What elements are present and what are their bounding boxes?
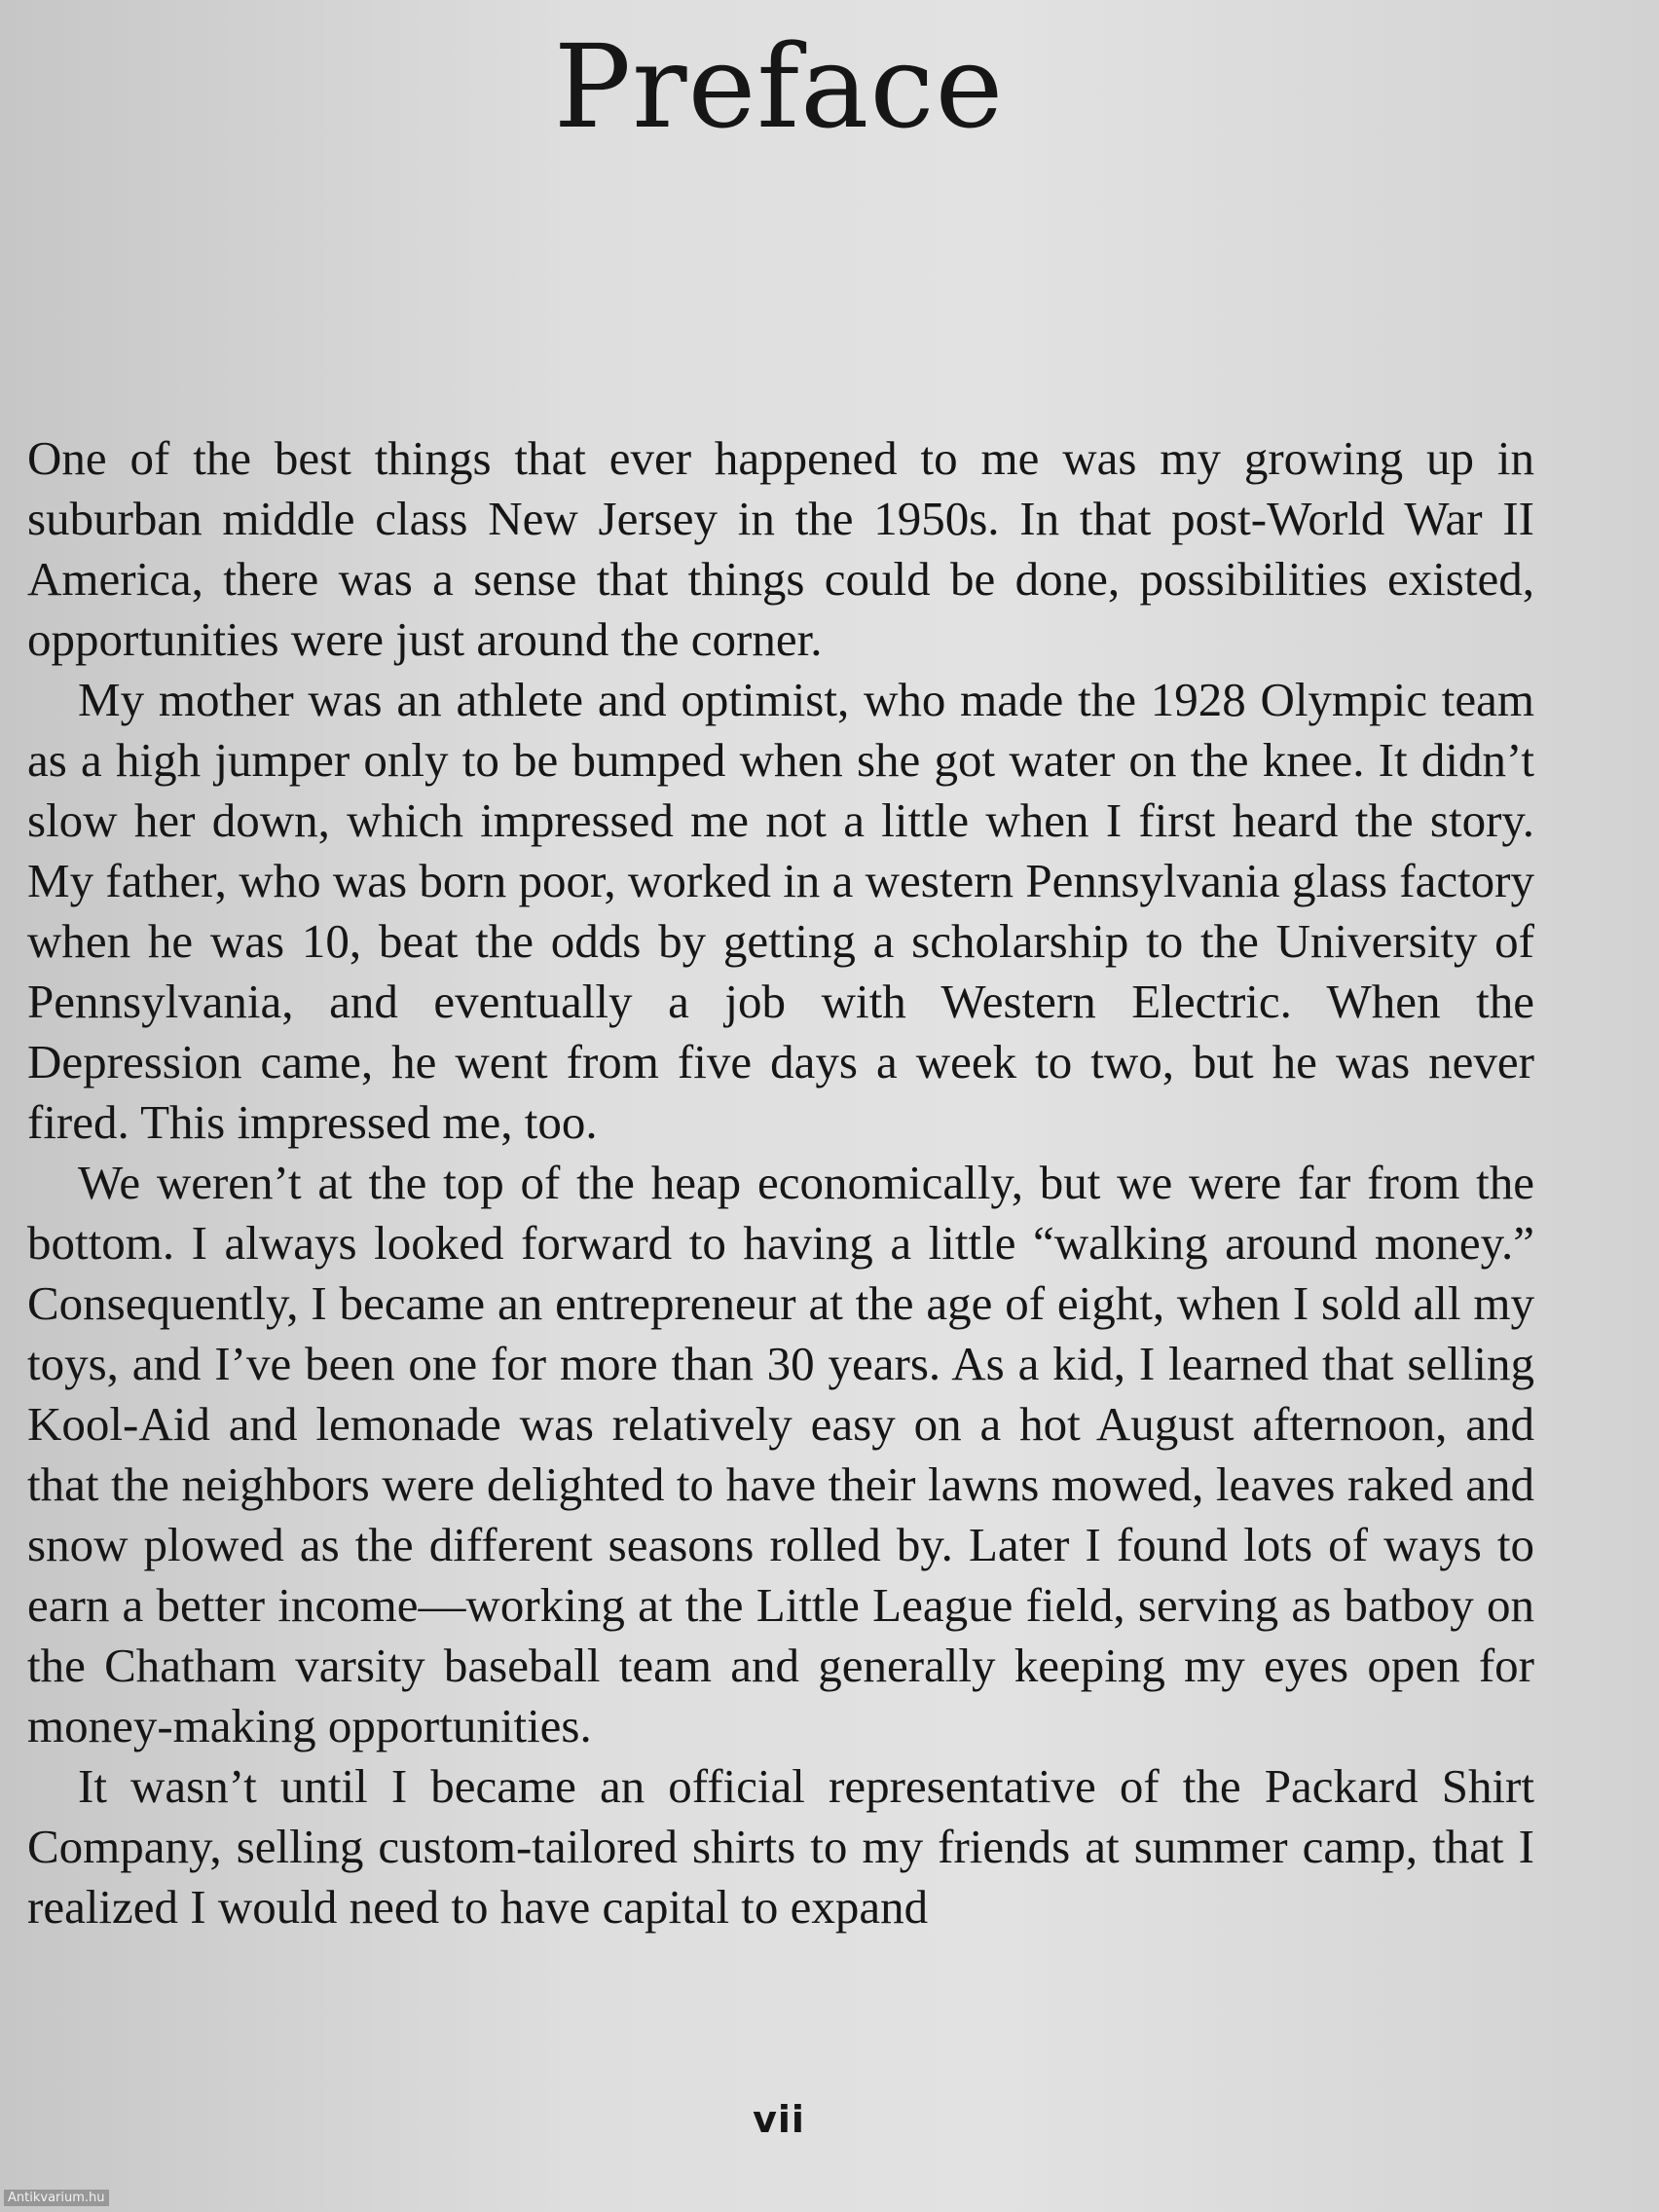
watermark: Antikvarium.hu [4,2190,109,2206]
page-title: Preface [553,19,1005,154]
paragraph-4: It wasn’t until I became an official representative of the Packard Shirt Company, selling custom-tailored shirts to my friends at summer camp, that I realized I would need to have capital to expand [27,1759,1534,1934]
paragraph-1: One of the best things that ever happened to me was my growing up in suburban middle class New Jersey in the 1950s. In that post-World War II America, there was a sense that things could be done, possibilities existed, opportunities were just around the corner. [27,431,1534,666]
preface-body [27,428,1534,1937]
page-number: vii [753,2098,805,2141]
paragraph-3: We weren’t at the top of the heap economically, but we were far from the bottom. I always looked forward to having a little “walking around money.” Consequently, I became an entrepreneur at the age of eight, when I sold all my toys, and I’ve been one for more than 30 years. As a kid, I learned that selling Kool-Aid and lemonade was relatively easy on a hot August afternoon, and that the neighbors were delighted to have their lawns mowed, leaves raked and snow plowed as the different seasons rolled by. Later I found lots of ways to earn a better income—working at the Little League field, serving as batboy on the Chatham varsity baseball team and generally keeping my eyes open for money-making opportunities. [27,1156,1534,1752]
paragraph-2: My mother was an athlete and optimist, who made the 1928 Olympic team as a high jumper only to be bumped when she got water on the knee. It didn’t slow her down, which impressed me not a little when I first heard the story. My father, who was born poor, worked in a western Pennsylvania glass factory when he was 10, beat the odds by getting a scholarship to the University of Pennsylvania, and eventually a job with Western Electric. When the Depression came, he went from five days a week to two, but he was never fired. This impressed me, too. [27,673,1534,1149]
